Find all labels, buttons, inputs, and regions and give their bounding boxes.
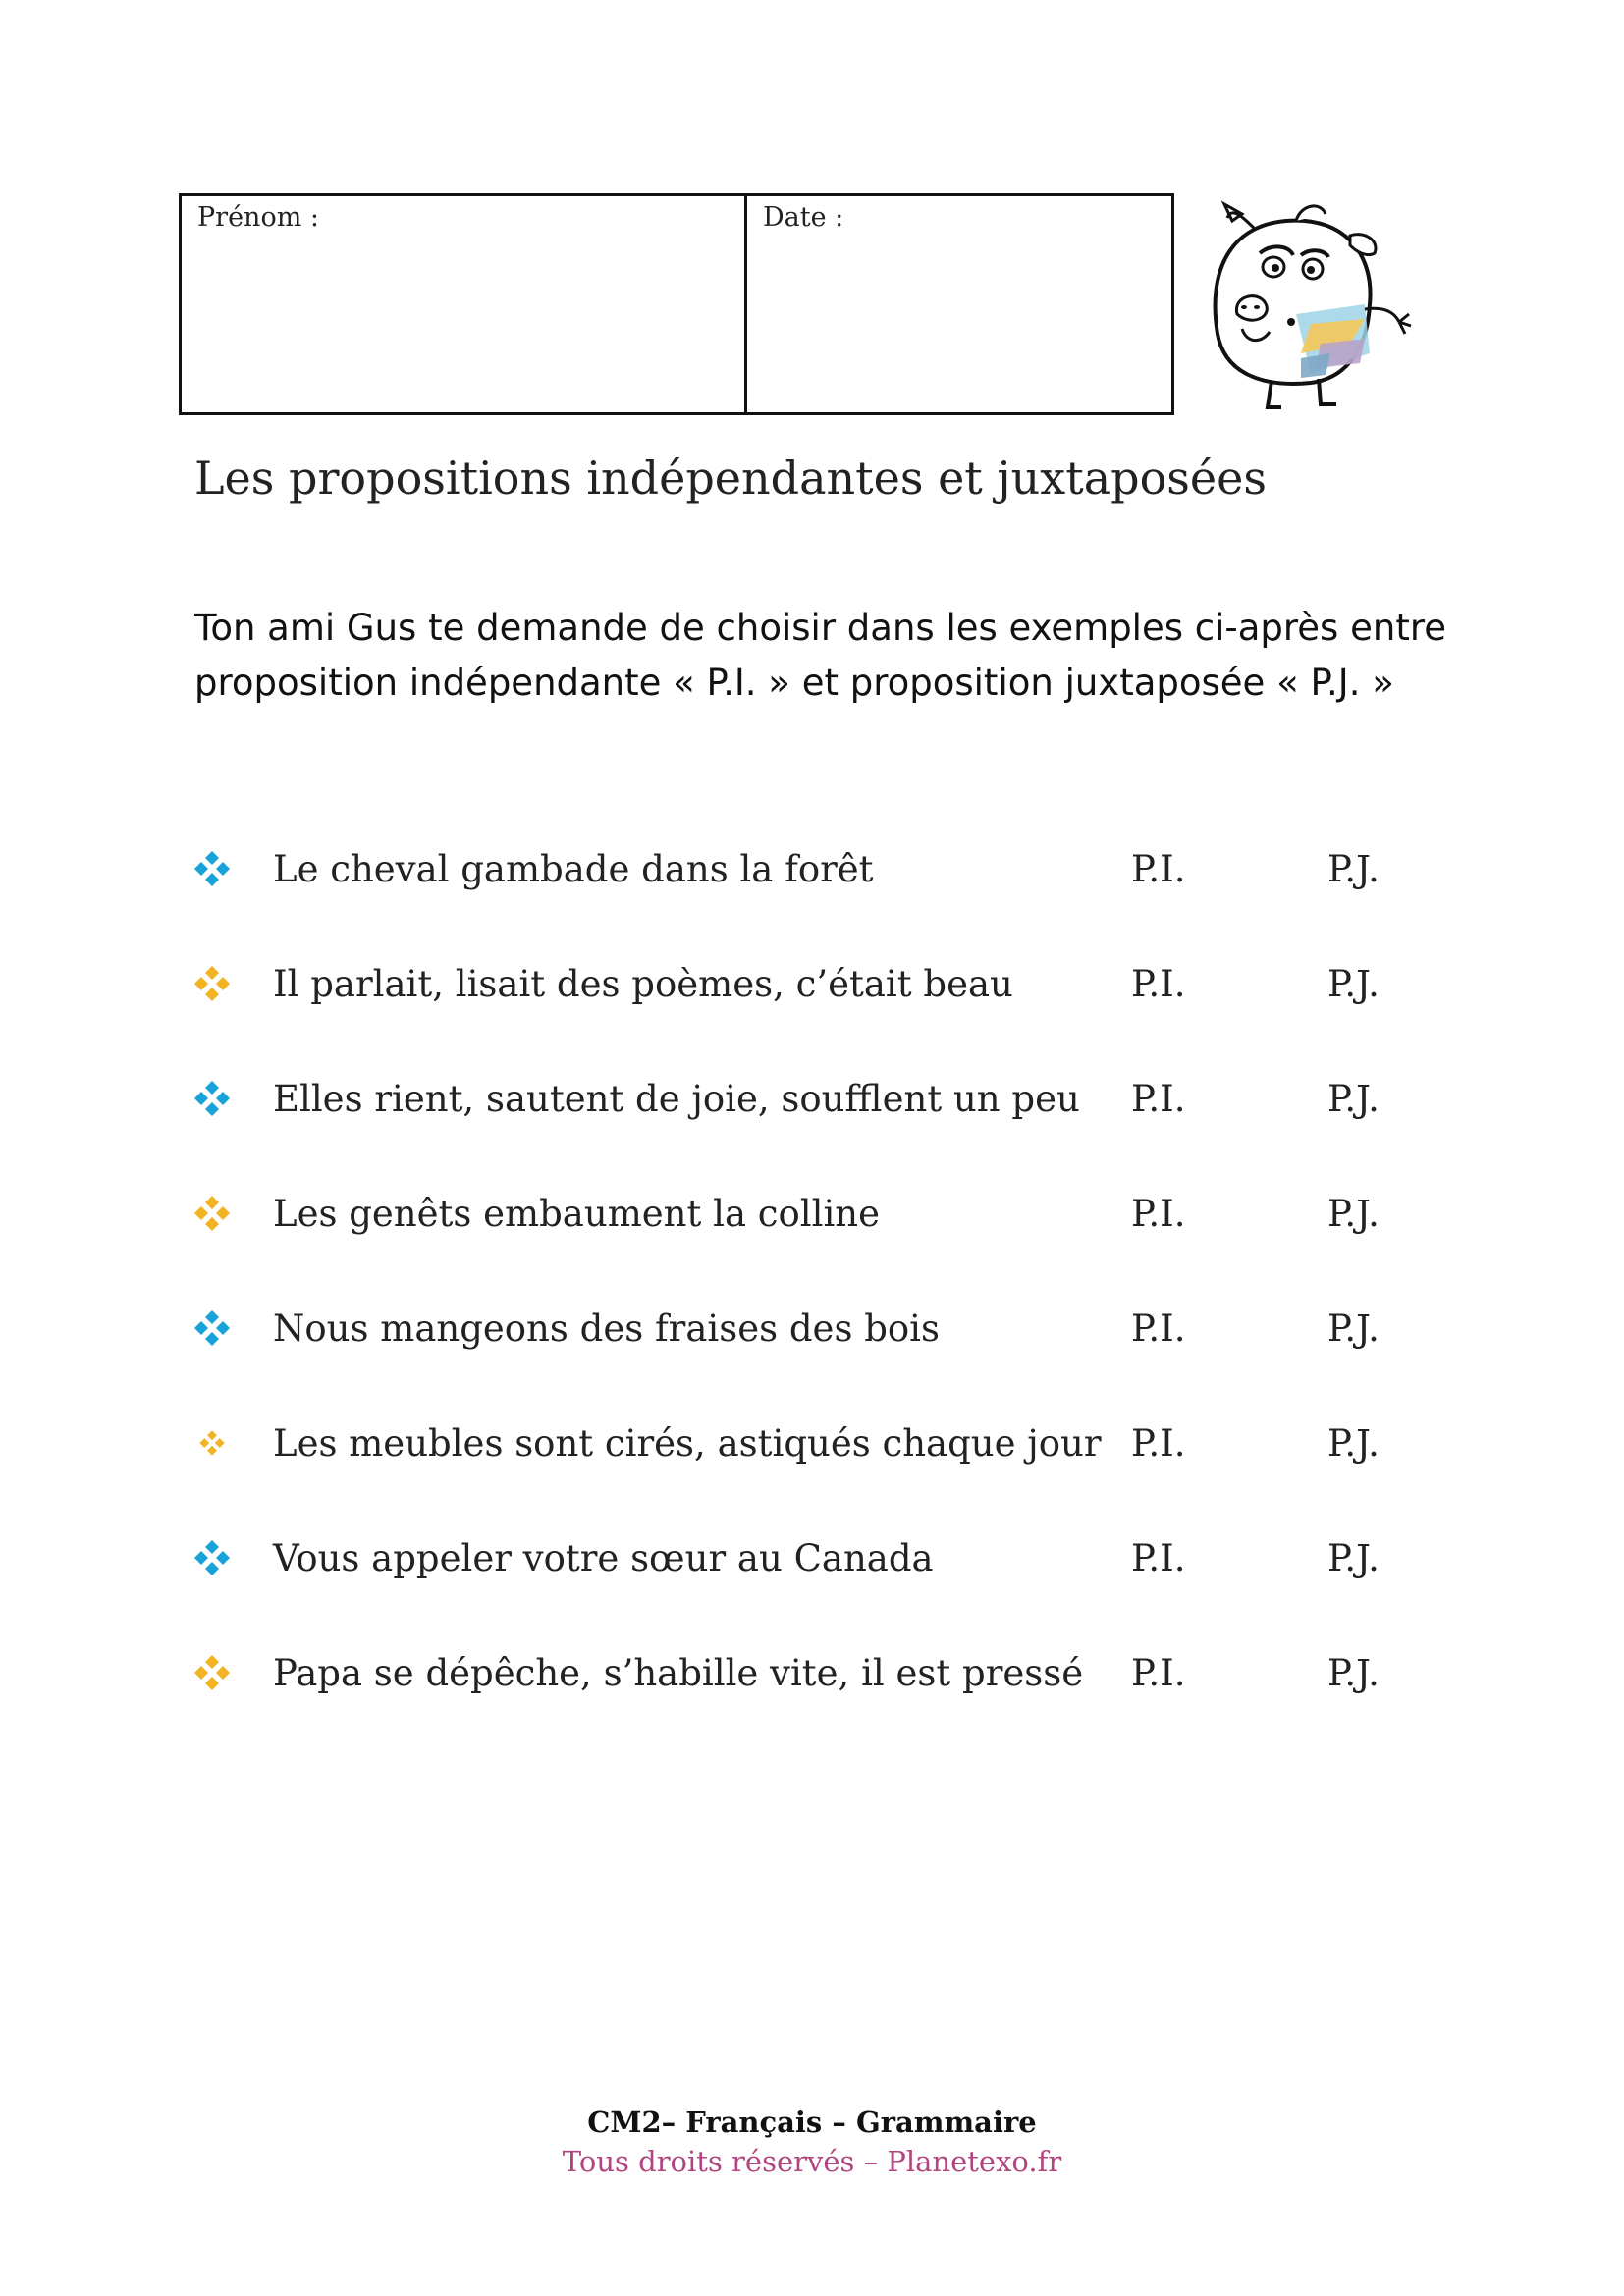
student-info-box [179,193,1174,415]
option-pj[interactable]: P.J. [1327,1308,1380,1350]
exercise-item [0,1070,1624,1129]
diamond-bullet-icon [192,1195,232,1234]
option-pi[interactable]: P.I. [1131,1652,1186,1694]
option-pj[interactable]: P.J. [1327,1078,1380,1120]
exercise-sentence: Elles rient, sautent de joie, soufflent un peu [273,1078,1080,1120]
page-title: Les propositions indépendantes et juxtaposées [194,452,1267,505]
option-pj[interactable]: P.J. [1327,1537,1380,1579]
exercise-sentence: Vous appeler votre sœur au Canada [273,1537,934,1579]
instructions [194,601,1471,711]
exercise-item [0,955,1624,1014]
option-pj[interactable]: P.J. [1327,1652,1380,1694]
prenom-field[interactable] [182,196,747,412]
option-pi[interactable]: P.I. [1131,1193,1186,1235]
instructions-line-1: Ton ami Gus te demande de choisir dans les exemples ci-après entre [194,607,1446,649]
instructions-line-2: proposition indépendante « P.I. » et proposition juxtaposée « P.J. » [194,662,1394,704]
option-pj[interactable]: P.J. [1327,963,1380,1005]
exercise-item [0,1300,1624,1359]
option-pj[interactable]: P.J. [1327,1193,1380,1235]
exercise-sentence: Le cheval gambade dans la forêt [273,848,874,890]
option-pi[interactable]: P.I. [1131,963,1186,1005]
diamond-bullet-icon [192,850,232,889]
exercise-sentence: Nous mangeons des fraises des bois [273,1308,940,1350]
date-label: Date : [763,202,844,233]
option-pi[interactable]: P.I. [1131,1078,1186,1120]
gus-mascot-icon [1203,196,1414,417]
diamond-bullet-icon [192,1424,232,1464]
option-pi[interactable]: P.I. [1131,1537,1186,1579]
exercise-item [0,1185,1624,1244]
exercise-sentence: Papa se dépêche, s’habille vite, il est pressé [273,1652,1084,1694]
prenom-label: Prénom : [197,202,319,233]
option-pj[interactable]: P.J. [1327,848,1380,890]
exercise-sentence: Les meubles sont cirés, astiqués chaque jour [273,1422,1102,1465]
option-pi[interactable]: P.I. [1131,848,1186,890]
option-pi[interactable]: P.I. [1131,1308,1186,1350]
exercise-item [0,840,1624,899]
exercise-sentence: Les genêts embaument la colline [273,1193,881,1235]
exercise-item [0,1644,1624,1703]
date-field[interactable] [747,196,1171,412]
footer-rights: Tous droits réservés – Planetexo.fr [562,2145,1062,2178]
exercise-item [0,1529,1624,1588]
footer-subject: CM2– Français – Grammaire [587,2106,1037,2139]
diamond-bullet-icon [192,1654,232,1693]
diamond-bullet-icon [192,1309,232,1349]
exercise-sentence: Il parlait, lisait des poèmes, c’était beau [273,963,1013,1005]
option-pj[interactable]: P.J. [1327,1422,1380,1465]
diamond-bullet-icon [192,965,232,1004]
exercise-item [0,1415,1624,1473]
diamond-bullet-icon [192,1080,232,1119]
diamond-bullet-icon [192,1539,232,1578]
option-pi[interactable]: P.I. [1131,1422,1186,1465]
